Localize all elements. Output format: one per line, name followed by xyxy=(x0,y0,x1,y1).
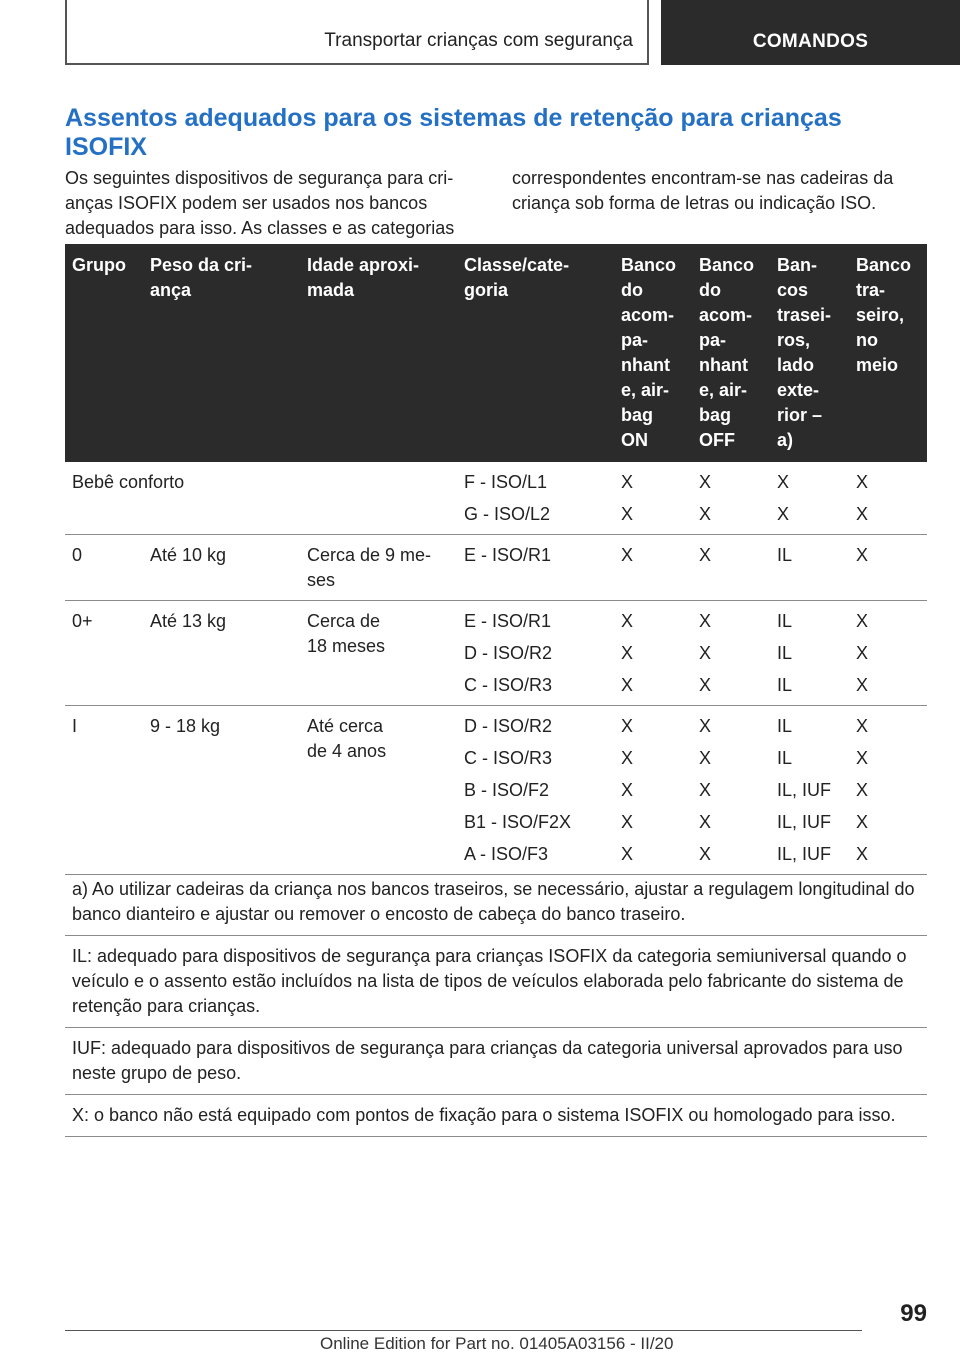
cell-line: B1 - ISO/F2X xyxy=(464,812,572,832)
page-number: 99 xyxy=(900,1300,927,1327)
cell-line: X xyxy=(856,716,869,736)
table-body xyxy=(65,462,927,875)
table-cell-age xyxy=(300,462,457,535)
table-header-cell xyxy=(143,244,300,462)
table-note: X: o banco não está equipado com pontos de fixação para o sistema ISOFIX ou homologado para isso. xyxy=(65,1095,927,1137)
table-note: IL: adequado para dispositivos de segurança para crianças ISOFIX da categoria semiuniversal quando o veículo e o assento estão incluídos na lista de tipos de veículos elaborada pelo fabricante do sistema de retenção para crianças. xyxy=(65,936,927,1028)
table-cell-rear-outer xyxy=(770,706,849,875)
cell-line: X xyxy=(699,643,712,663)
table-cell-group xyxy=(65,535,143,601)
header-line: meio xyxy=(856,355,899,375)
cell-text: Até 10 kg xyxy=(150,545,227,565)
cell-line: IL xyxy=(777,643,793,663)
table-header-cell xyxy=(300,244,457,462)
header-line: acom- xyxy=(621,305,675,325)
cell-line: X xyxy=(621,844,634,864)
cell-line: ses xyxy=(307,570,336,590)
table-cell-front-on xyxy=(614,601,692,706)
table-cell-classes xyxy=(457,706,614,875)
table-cell-age xyxy=(300,601,457,706)
table-cell-group xyxy=(65,462,185,535)
table-cell-group xyxy=(65,601,143,706)
table-cell-weight xyxy=(143,706,300,875)
cell-line: X xyxy=(777,504,790,524)
table-row xyxy=(65,706,927,875)
table-cell-front-on xyxy=(614,535,692,601)
cell-text: Até 13 kg xyxy=(150,611,227,631)
table-header-cell xyxy=(457,244,614,462)
cell-line: X xyxy=(699,812,712,832)
section-title: Transportar crianças com segurança xyxy=(324,30,633,51)
cell-line: X xyxy=(699,780,712,800)
cell-line: X xyxy=(777,472,790,492)
cell-text: 0 xyxy=(72,545,83,565)
cell-line: X xyxy=(621,748,634,768)
cell-line: X xyxy=(856,472,869,492)
header-line: pa- xyxy=(621,330,648,350)
table-cell-classes xyxy=(457,601,614,706)
header-line: nhant xyxy=(699,355,748,375)
cell-line: X xyxy=(621,472,634,492)
table-header-cell xyxy=(692,244,770,462)
cell-line: 18 meses xyxy=(307,636,386,656)
cell-line: X xyxy=(699,472,712,492)
cell-line: F - ISO/L1 xyxy=(464,472,548,492)
cell-line: IL xyxy=(777,675,793,695)
header-line: ança xyxy=(150,280,192,300)
table-cell-weight xyxy=(143,535,300,601)
header-line: Banco xyxy=(621,255,677,275)
header-line: ON xyxy=(621,430,648,450)
cell-line: C - ISO/R3 xyxy=(464,675,553,695)
header-line: ros, xyxy=(777,330,811,350)
cell-text: I xyxy=(72,716,78,736)
table-cell-rear-outer xyxy=(770,462,849,535)
header-line: Grupo xyxy=(72,255,126,275)
cell-line: X xyxy=(699,504,712,524)
header-line: Banco xyxy=(699,255,755,275)
cell-line: X xyxy=(621,611,634,631)
isofix-table xyxy=(65,244,927,875)
cell-line: Cerca de xyxy=(307,611,381,631)
cell-line: IL xyxy=(777,545,793,565)
header-line: OFF xyxy=(699,430,735,450)
cell-line: X xyxy=(699,611,712,631)
cell-line: de 4 anos xyxy=(307,741,387,761)
cell-line: X xyxy=(856,611,869,631)
header-line: mada xyxy=(307,280,355,300)
table-cell-front-on xyxy=(614,706,692,875)
header-line: tra- xyxy=(856,280,886,300)
header-line: Classe/cate- xyxy=(464,255,570,275)
header-line: goria xyxy=(464,280,509,300)
table-cell-classes xyxy=(457,462,614,535)
table-cell-rear-middle xyxy=(849,462,927,535)
cell-line: X xyxy=(621,675,634,695)
table-cell-age xyxy=(300,535,457,601)
cell-text: 0+ xyxy=(72,611,93,631)
cell-line: X xyxy=(621,504,634,524)
table-row xyxy=(65,462,927,535)
cell-line: X xyxy=(699,844,712,864)
table-cell-rear-outer xyxy=(770,535,849,601)
cell-line: IL xyxy=(777,748,793,768)
header-line: Banco xyxy=(856,255,912,275)
header-line: acom- xyxy=(699,305,753,325)
cell-line: IL xyxy=(777,716,793,736)
header-line: cos xyxy=(777,280,809,300)
table-cell-age xyxy=(300,706,457,875)
cell-line: Cerca de 9 me- xyxy=(307,545,432,565)
table-cell-rear-middle xyxy=(849,706,927,875)
chapter-tab-label: COMANDOS xyxy=(752,31,869,52)
table-note: IUF: adequado para dispositivos de segurança para crianças da categoria universal aprovados para uso neste grupo de peso. xyxy=(65,1028,927,1095)
table-cell-group xyxy=(65,706,143,875)
intro-text-right: correspondentes encontram-se nas cadeiras da criança sob forma de letras ou indicação ISO. xyxy=(512,168,894,213)
cell-line: X xyxy=(856,780,869,800)
page-title: Assentos adequados para os sistemas de retenção para crianças ISOFIX xyxy=(65,104,842,161)
header-line: lado xyxy=(777,355,815,375)
cell-line: B - ISO/F2 xyxy=(464,780,550,800)
header-line: a) xyxy=(777,430,794,450)
cell-line: X xyxy=(621,643,634,663)
header-line: Ban- xyxy=(777,255,817,275)
table-header-cell xyxy=(65,244,143,462)
header-line: seiro, xyxy=(856,305,905,325)
table-header-cell xyxy=(770,244,849,462)
header-line: bag xyxy=(621,405,654,425)
cell-line: X xyxy=(621,716,634,736)
table-cell-classes xyxy=(457,535,614,601)
table-cell-rear-middle xyxy=(849,601,927,706)
footer-edition: Online Edition for Part no. 01405A03156 - II/20 xyxy=(320,1334,674,1353)
table-row xyxy=(65,601,927,706)
cell-line: X xyxy=(699,716,712,736)
table-note: a) Ao utilizar cadeiras da criança nos bancos traseiros, se necessário, ajustar a regulagem longitudinal do banco dianteiro e ajustar ou remover o encosto de cabeça do banco traseiro. xyxy=(65,869,927,936)
header-line: no xyxy=(856,330,878,350)
cell-line: X xyxy=(856,748,869,768)
cell-line: IL, IUF xyxy=(777,844,832,864)
header-line: Idade aproxi- xyxy=(307,255,420,275)
table-header-row xyxy=(65,244,927,462)
header-line: nhant xyxy=(621,355,670,375)
table-cell-front-off xyxy=(692,706,770,875)
cell-line: X xyxy=(856,643,869,663)
cell-line: E - ISO/R1 xyxy=(464,545,552,565)
table-header-cell xyxy=(849,244,927,462)
cell-line: X xyxy=(621,780,634,800)
cell-line: X xyxy=(699,545,712,565)
header-line: e, air- xyxy=(699,380,748,400)
header-line: trasei- xyxy=(777,305,832,325)
cell-text: Bebê conforto xyxy=(72,472,185,492)
table-row xyxy=(65,535,927,601)
table-cell-rear-outer xyxy=(770,601,849,706)
cell-line: IL xyxy=(777,611,793,631)
header-line: do xyxy=(699,280,721,300)
table-cell-front-off xyxy=(692,601,770,706)
cell-line: X xyxy=(856,812,869,832)
cell-text: 9 - 18 kg xyxy=(150,716,221,736)
footer-divider xyxy=(65,1330,862,1331)
cell-line: IL, IUF xyxy=(777,812,832,832)
cell-line: C - ISO/R3 xyxy=(464,748,553,768)
table-cell-front-off xyxy=(692,462,770,535)
table-cell-front-on xyxy=(614,462,692,535)
header-line: pa- xyxy=(699,330,726,350)
header-section-box xyxy=(65,0,649,65)
table-header-cell xyxy=(614,244,692,462)
cell-line: X xyxy=(699,675,712,695)
cell-line: X xyxy=(856,675,869,695)
table-cell-weight xyxy=(143,601,300,706)
intro-text-left: Os seguintes dispositivos de segurança para crianças ISOFIX podem ser usados nos bancos adequados para isso. As classes e as categorias xyxy=(65,168,455,238)
cell-line: A - ISO/F3 xyxy=(464,844,549,864)
table-cell-rear-middle xyxy=(849,535,927,601)
cell-line: X xyxy=(856,504,869,524)
table-cell-front-off xyxy=(692,535,770,601)
cell-line: Até cerca xyxy=(307,716,384,736)
header-line: Peso da cri- xyxy=(150,255,253,275)
header-line: exte- xyxy=(777,380,820,400)
header-line: do xyxy=(621,280,643,300)
header-line: e, air- xyxy=(621,380,670,400)
cell-line: IL, IUF xyxy=(777,780,832,800)
header-line: bag xyxy=(699,405,732,425)
cell-line: X xyxy=(621,545,634,565)
chapter-tab[interactable] xyxy=(661,0,960,65)
cell-line: X xyxy=(621,812,634,832)
table-notes xyxy=(65,869,927,1137)
cell-line: D - ISO/R2 xyxy=(464,716,553,736)
cell-line: X xyxy=(856,545,869,565)
cell-line: E - ISO/R1 xyxy=(464,611,552,631)
header-line: rior – xyxy=(777,405,823,425)
cell-line: G - ISO/L2 xyxy=(464,504,551,524)
cell-line: X xyxy=(856,844,869,864)
cell-line: D - ISO/R2 xyxy=(464,643,553,663)
cell-line: X xyxy=(699,748,712,768)
